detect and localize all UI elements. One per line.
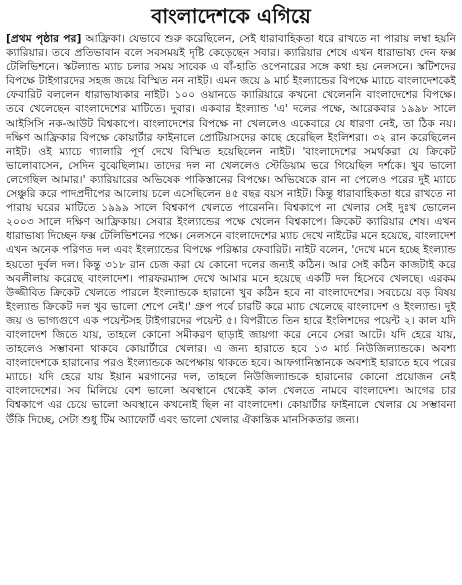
article-body <box>6 32 456 427</box>
article-headline: বাংলাদেশকে এগিয়ে <box>151 4 311 28</box>
continued-from-tag: [প্রথম পৃষ্ঠার পর] <box>6 32 82 45</box>
article-body-text: আফ্রিকা। যেভাবে শুরু করেছিলেন, সেই ধারাবাহিকতা ধরে রাখতে না পারায় লম্বা হয়নি ক্যারিয়ার। তবে প্রতিভাবান বলে সবসময়ই দৃষ্টি কেড়েছেন সবার। ক্যারিয়ার শেষে এখন ধারাভাষ্য দেন ফক্স টেলিভিশনে। স্কটল্যান্ড ম্যাচ চলার সময় সাবেক এ বাঁ-হাতি ওপেনারের সঙ্গে কথা হয় নেলসনে। স্কটিশদের বিপক্ষে টাইগারদের সহজ জয়ে বিস্মিত নন নাইট। এমন জয়ে ৯ মার্চ ইংল্যান্ডের বিপক্ষে ম্যাচে বাংলাদেশকেই ফেবারিট বললেন ধারাভাষ্যকার নাইট। ১০০ ওয়ানডে ক্যারিয়ারে কখনো খেলেননি বাংলাদেশের বিপক্ষে। তবে খেলেছেন বাংলাদেশের মাটিতে। দুবার। একবার ইংল্যান্ড 'এ' দলের পক্ষে, আরেকবার ১৯৯৮ সালে আইসিসি নক-আউট বিশ্বকাপে। বাংলাদেশের বিপক্ষে না খেললেও একেবারে যে ধারণা নেই, তা ঠিক নয়। দক্ষিণ আফ্রিকার বিপক্ষে কোয়ার্টার ফাইনালে প্রোটিয়াসদের কাছে হেরেছিল ইংলিশরা। ৩২ রান করেছিলেন নাইট। ওই ম্যাচে গ্যালারি পূর্ণ দেখে বিস্মিত হয়েছিলেন নাইট। 'বাংলাদেশের সমর্থকরা যে ক্রিকেট ভালোবাসেন, সেদিন বুঝেছিলাম। তাদের দল না খেললেও স্টেডিয়াম ভরে গিয়েছিল দর্শকে। খুব ভালো লেগেছিল আমার।' ক্যারিয়ারের অভিষেক পাকিস্তানের বিপক্ষে। অভিষেকে রান না পেলেও পরের দুই ম্যাচে সেঞ্চুরি করে পাদপ্রদীপের আলোয় চলে এসেছিলেন ৪৫ বছর বয়স নাইট। কিন্তু ধারাবাহিকতা ধরে রাখতে না পারায় ঘরের মাটিতে ১৯৯৯ সালে বিশ্বকাপ খেলতে পারেননি। বিশ্বকাপে না খেলার সেই দুঃখ ভোলেন ২০০৩ সালে দক্ষিণ আফ্রিকায়। সেবার ইংল্যান্ডের পক্ষে খেলেন বিশ্বকাপে। ক্রিকেট ক্যারিয়ার শেষ। এখন ধারাভাষ্য দিচ্ছেন ফক্স টেলিভিশনের পক্ষে। নেলসনে বাংলাদেশের ম্যাচ দেখে নাইটের মনে হয়েছে, বাংলাদেশ এখন অনেক পরিণত দল এবং ইংল্যান্ডের বিপক্ষে পরিষ্কার ফেবারিট। নাইট বলেন, 'দেখে মনে হচ্ছে ইংল্যান্ড হয়তো দুর্বল দল। কিন্তু ৩১৮ রান চেজ করা যে কোনো দলের জন্যই কঠিন। আর সেই কঠিন কাজটাই করে অবলীলায় করেছে বাংলাদেশ। পারফরম্যান্স দেখে আমার মনে হয়েছে একটি দল হিসেবে খেলছে। এরকম উজ্জীবিত ক্রিকেট খেলতে পারলে ইংল্যান্ডকে হারানো খুব কঠিন হবে না বাংলাদেশের। সবচেয়ে বড় বিষয় ইংল্যান্ড ক্রিকেট দল খুব ভালো শেপে নেই।' গ্রুপ পর্বে চারটি করে ম্যাচ খেলেছে বাংলাদেশ ও ইংল্যান্ড। দুই জয় ও ভাগ্যগুণে এক পয়েন্টসহ টাইগারদের পয়েন্ট ৫। বিপরীতে তিন হারে ইংলিশদের পয়েন্ট ২। কাল যদি বাংলাদেশ জিতে যায়, তাহলে কোনো সমীকরণ ছাড়াই জায়গা করে নেবে সেরা আটে। যদি হেরে যায়, তাহলেও সম্ভাবনা থাকবে কোয়ার্টারে খেলার। এ জন্য হারাতে হবে ১৩ মার্চ নিউজিল্যান্ডকে। অবশ্য বাংলাদেশকে হারানোর পরও ইংল্যান্ডকে অপেক্ষায় থাকতে হবে। আফগানিস্তানকে অবশ্যই হারাতে হবে পরের ম্যাচে। যদি হেরে যায় ইয়ান মরগানের দল, তাহলে নিউজিল্যান্ডকে হারানোর কোনো প্রয়োজন নেই বাংলাদেশের। সব মিলিয়ে বেশ ভালো অবস্থানে থেকেই কাল খেলতে নামবে বাংলাদেশ। আগের চার বিশ্বকাপে এর চেয়ে ভালো অবস্থানে কখনোই ছিল না বাংলাদেশ। কোয়ার্টার ফাইনালে খেলার যে সম্ভাবনা উঁকি দিচ্ছে, সেটা শুধু টিম অ্যাফোর্ট এবং ভালো খেলার ঐকান্তিক মানসিকতার জন্য। <box>6 32 456 426</box>
